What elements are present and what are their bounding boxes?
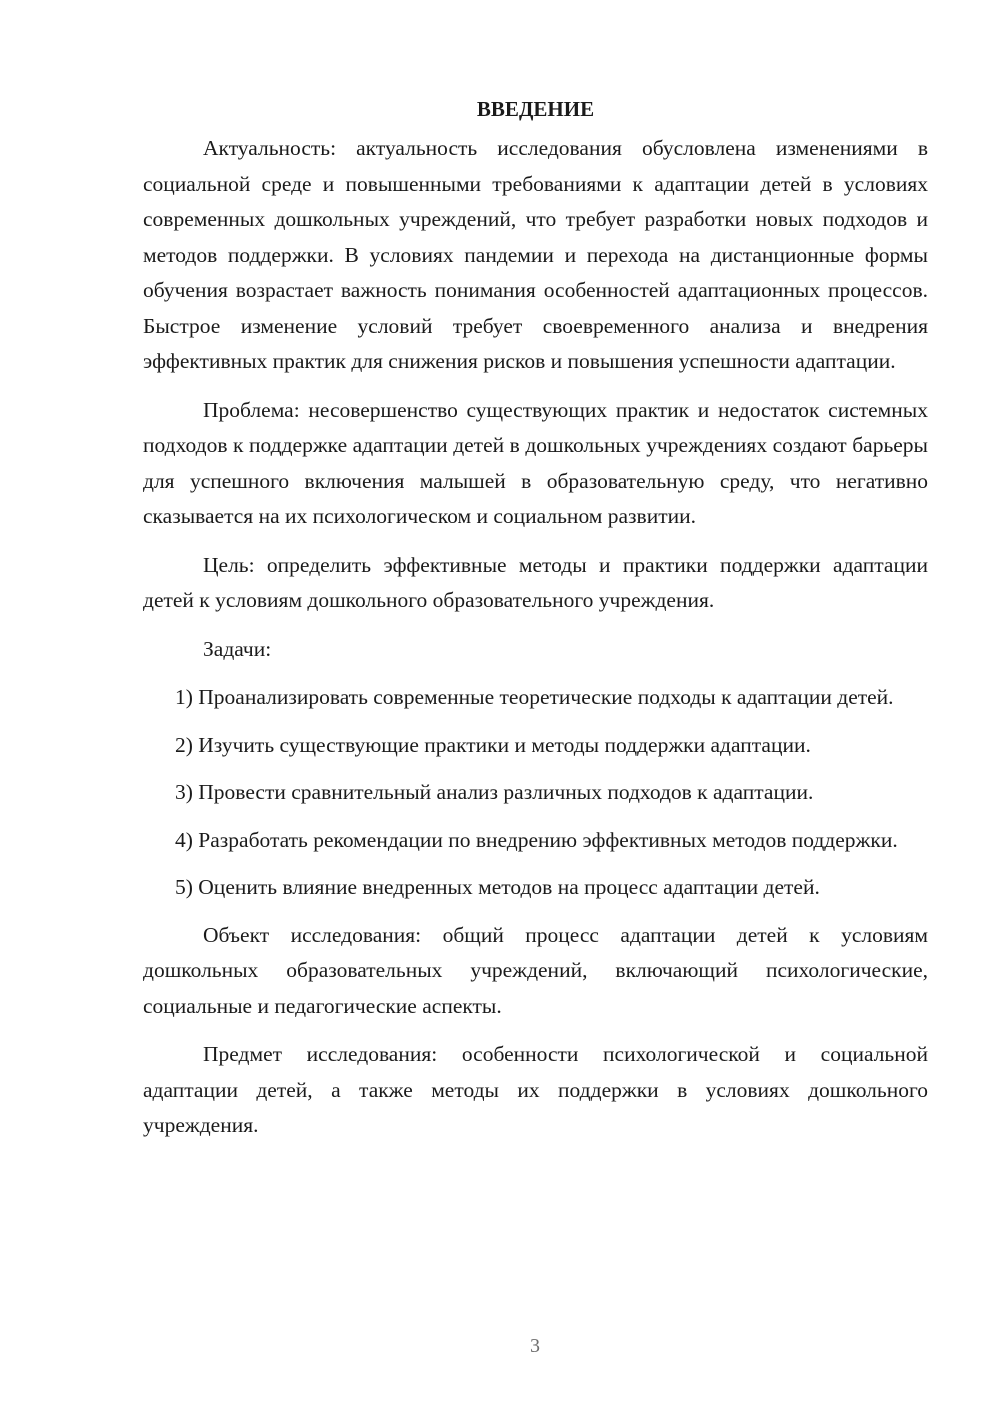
paragraph-object: Объект исследования: общий процесс адаптации детей к условиям дошкольных образовательных учреждений, включающий психологические, социальные и педагогические аспекты. [143,922,928,1018]
task-item-5: 5) Оценить влияние внедренных методов на процесс адаптации детей. [175,875,820,899]
paragraph-subject: Предмет исследования: особенности психологической и социальной адаптации детей, а также методы их поддержки в условиях дошкольного учреждения. [143,1042,928,1137]
paragraph-goal: Цель: определить эффективные методы и практики поддержки адаптации детей к условиям дошкольного образовательного учреждения. [143,552,928,612]
paragraph-problem: Проблема: несовершенство существующих практик и недостаток системных подходов к поддержке адаптации детей в дошкольных учреждениях создают барьеры для успешного включения малышей в образовательную среду, что негативно сказывается на их психологическом и социальном развитии. [143,397,928,528]
tasks-list [143,680,928,906]
page-title: ВВЕДЕНИЕ [476,97,595,121]
page-number: 3 [530,1335,540,1357]
task-item-4: 4) Разработать рекомендации по внедрению эффективных методов поддержки. [175,827,898,852]
paragraph-relevance: Актуальность: актуальность исследования обусловлена изменениями в социальной среде и повышенными требованиями к адаптации детей в условиях современных дошкольных учреждений, что требует разработки новых подходов и методов поддержки. В условиях пандемии и перехода на дистанционные формы обучения возрастает важность понимания особенностей адаптационных процессов. Быстрое изменение условий требует своевременного анализа и внедрения эффективных практик для снижения рисков и повышения успешности адаптации. [143,136,928,373]
task-item-2: 2) Изучить существующие практики и методы поддержки адаптации. [175,732,811,757]
tasks-heading: Задачи: [203,636,272,661]
task-item-1: 1) Проанализировать современные теоретические подходы к адаптации детей. [175,685,894,709]
task-item-3: 3) Провести сравнительный анализ различных подходов к адаптации. [175,780,814,804]
document-page [143,92,928,1144]
